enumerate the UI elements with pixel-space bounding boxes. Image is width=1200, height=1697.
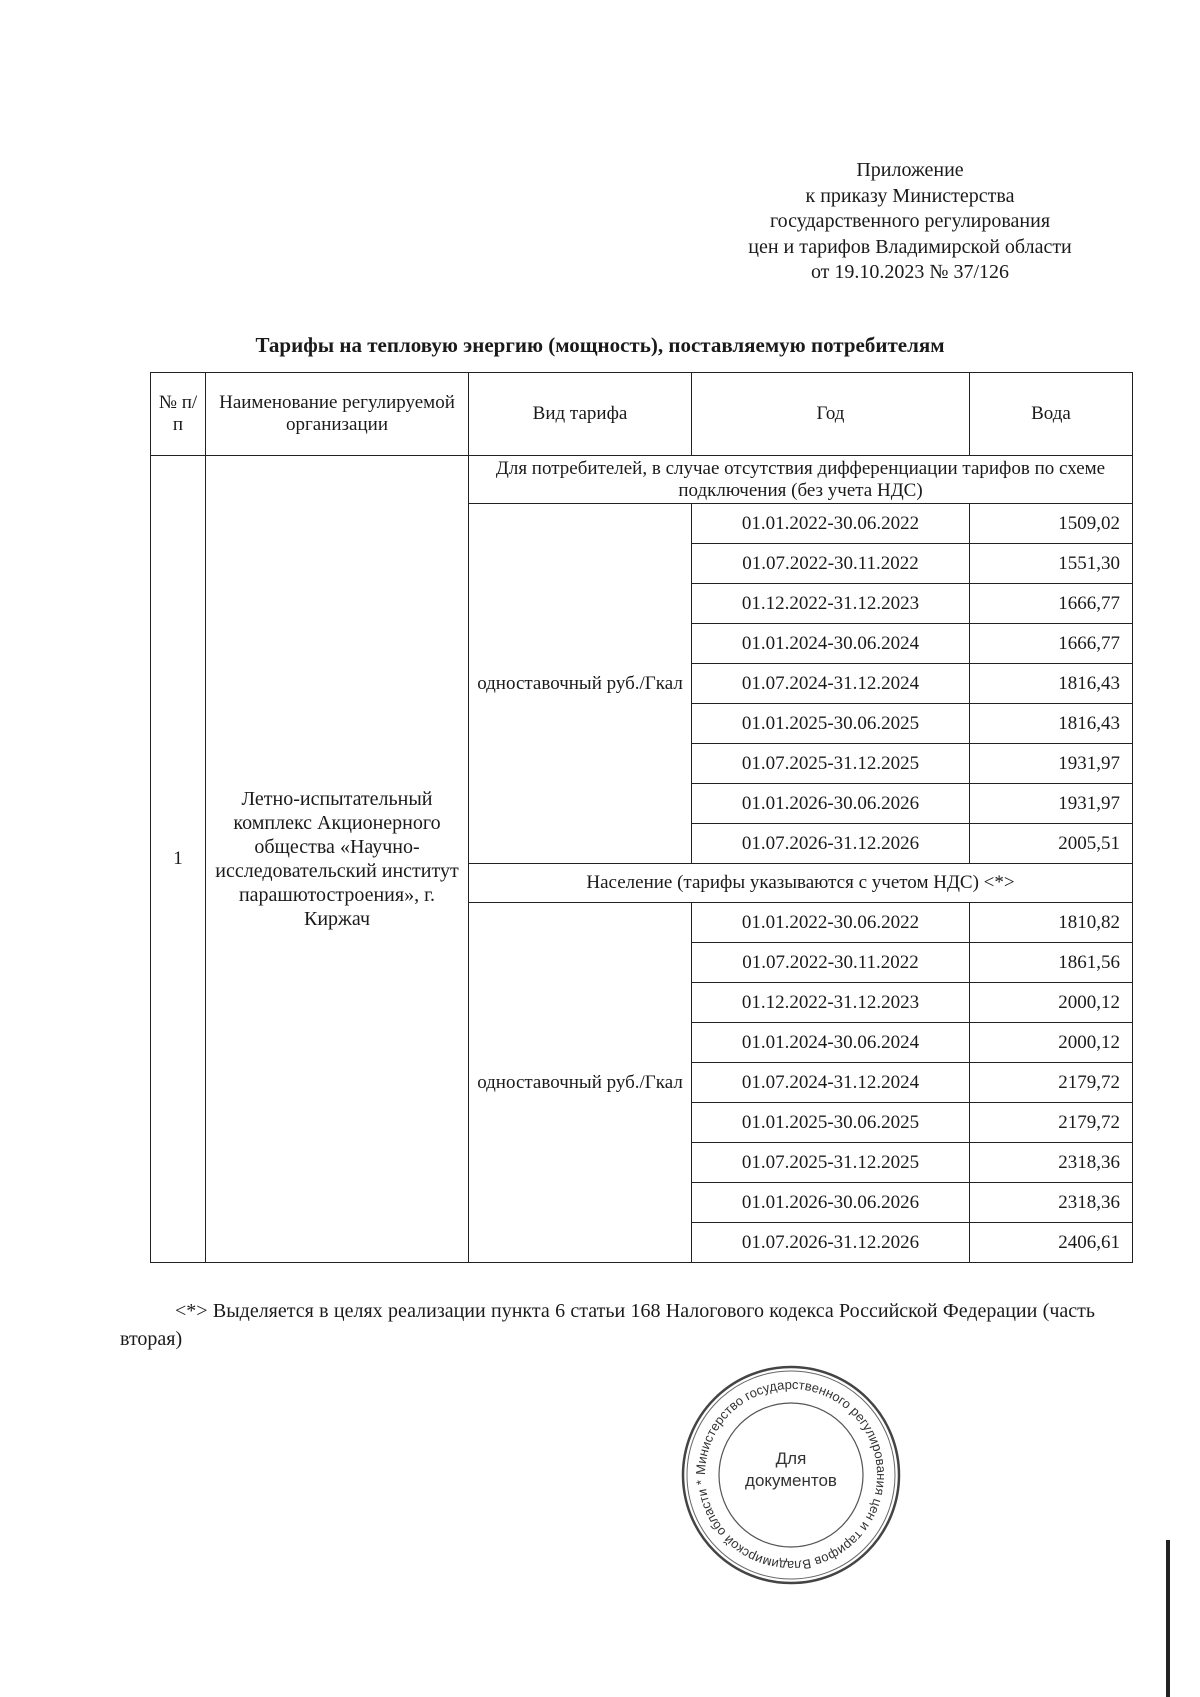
tariff-kind: одноставочный руб./Гкал [469,903,692,1263]
header-tariff-kind: Вид тарифа [469,373,692,456]
period-cell: 01.12.2022-31.12.2023 [692,584,970,624]
header-number: № п/п [151,373,206,456]
table-header-row [151,373,1133,456]
appendix-header [690,158,1130,286]
value-cell: 1931,97 [970,744,1133,784]
period-cell: 01.01.2025-30.06.2025 [692,704,970,744]
value-cell: 2179,72 [970,1063,1133,1103]
tariff-kind: одноставочный руб./Гкал [469,504,692,864]
value-cell: 1666,77 [970,624,1133,664]
scan-edge-line [1166,1540,1170,1697]
value-cell: 1931,97 [970,784,1133,824]
header-year: Год [692,373,970,456]
section-title: Население (тарифы указываются с учетом НДС) <*> [469,864,1133,903]
value-cell: 2179,72 [970,1103,1133,1143]
organization-name: Летно-испытательный комплекс Акционерного общества «Научно-исследовательский институт парашютостроения», г. Киржач [206,456,469,1263]
value-cell: 1810,82 [970,903,1133,943]
appendix-line: цен и тарифов Владимирской области [748,235,1072,258]
period-cell: 01.07.2022-30.11.2022 [692,943,970,983]
appendix-line: государственного регулирования [769,210,1051,232]
value-cell: 2318,36 [970,1183,1133,1223]
value-cell: 1861,56 [970,943,1133,983]
value-cell: 2406,61 [970,1223,1133,1263]
period-cell: 01.01.2026-30.06.2026 [692,784,970,824]
section-row [151,456,1133,504]
header-organization: Наименование регулируемой организации [206,373,469,456]
period-cell: 01.07.2025-31.12.2025 [692,1143,970,1183]
value-cell: 2005,51 [970,824,1133,864]
period-cell: 01.01.2026-30.06.2026 [692,1183,970,1223]
period-cell: 01.07.2024-31.12.2024 [692,1063,970,1103]
stamp-center-line: Для [775,1449,807,1468]
section-title: Для потребителей, в случае отсутствия дифференциации тарифов по схеме подключения (без учета НДС) [469,456,1133,504]
period-cell: 01.12.2022-31.12.2023 [692,983,970,1023]
appendix-line: Приложение [856,159,964,181]
appendix-line: от 19.10.2023 № 37/126 [810,261,1010,283]
row-number: 1 [151,456,206,1263]
document-title: Тарифы на тепловую энергию (мощность), поставляемую потребителям [255,333,945,357]
footnote: <*> Выделяется в целях реализации пункта 6 статьи 168 Налогового кодекса Российской Федерации (часть вторая) [120,1300,1095,1350]
value-cell: 1666,77 [970,584,1133,624]
value-cell: 1816,43 [970,704,1133,744]
period-cell: 01.01.2022-30.06.2022 [692,903,970,943]
period-cell: 01.01.2025-30.06.2025 [692,1103,970,1143]
value-cell: 1551,30 [970,544,1133,584]
header-water: Вода [970,373,1133,456]
period-cell: 01.07.2024-31.12.2024 [692,664,970,704]
value-cell: 1509,02 [970,504,1133,544]
stamp-ring-text: Министерство государственного регулирования цен и тарифов Владимирской области * [692,1376,890,1574]
period-cell: 01.01.2022-30.06.2022 [692,504,970,544]
official-stamp [676,1360,906,1590]
value-cell: 2318,36 [970,1143,1133,1183]
appendix-line: к приказу Министерства [805,184,1015,207]
period-cell: 01.07.2025-31.12.2025 [692,744,970,784]
tariff-table [150,372,1133,1263]
period-cell: 01.01.2024-30.06.2024 [692,624,970,664]
period-cell: 01.01.2024-30.06.2024 [692,1023,970,1063]
value-cell: 1816,43 [970,664,1133,704]
period-cell: 01.07.2026-31.12.2026 [692,1223,970,1263]
stamp-center-text [676,1448,906,1492]
value-cell: 2000,12 [970,1023,1133,1063]
stamp-center-line: документов [745,1471,837,1490]
value-cell: 2000,12 [970,983,1133,1023]
period-cell: 01.07.2022-30.11.2022 [692,544,970,584]
period-cell: 01.07.2026-31.12.2026 [692,824,970,864]
